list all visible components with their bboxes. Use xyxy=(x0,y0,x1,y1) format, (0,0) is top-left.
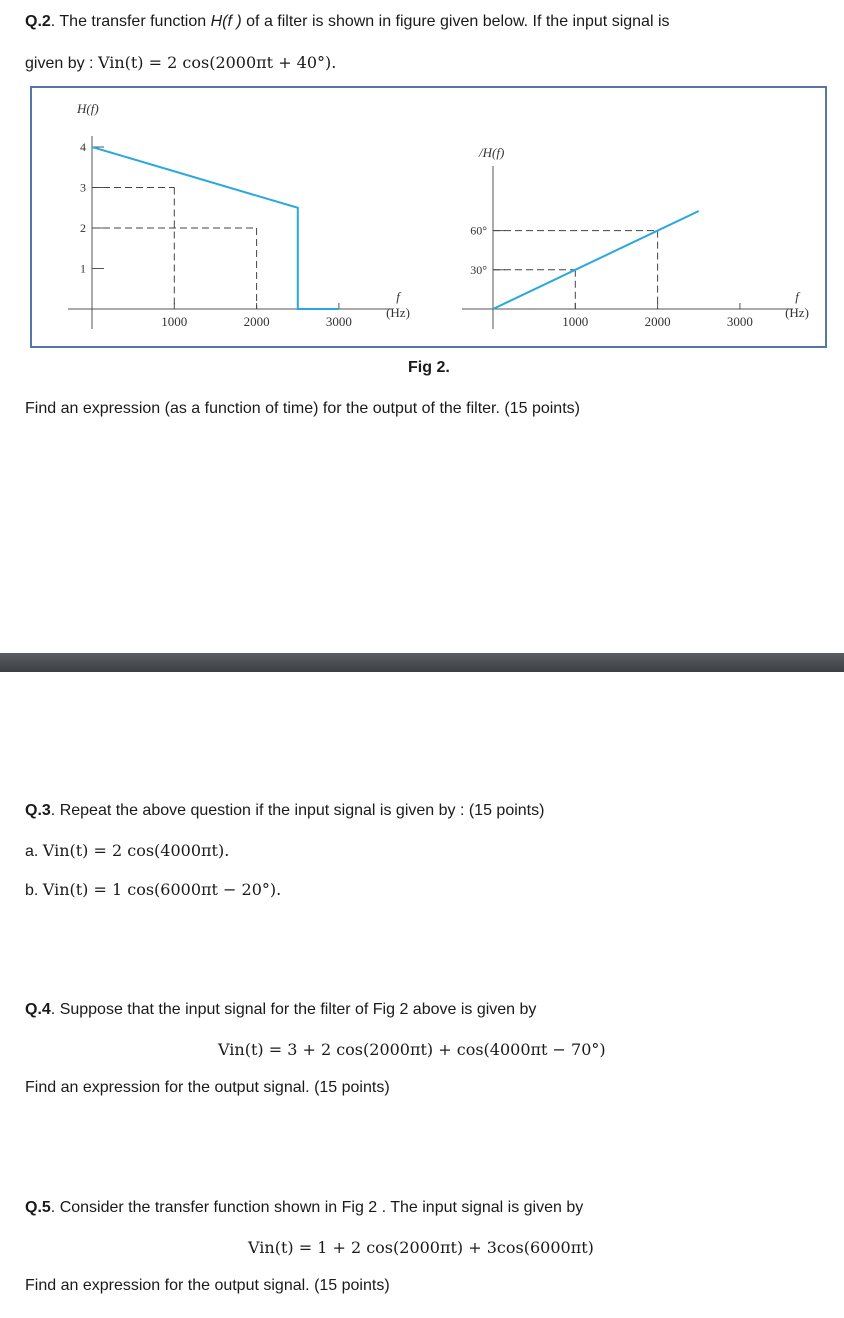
figure-caption: Fig 2. xyxy=(408,359,450,376)
series-line xyxy=(493,211,699,309)
q3-a xyxy=(25,841,229,862)
x-axis-label-unit: (Hz) xyxy=(785,305,809,320)
y-axis-label: /H(f) xyxy=(479,145,505,160)
q3-b xyxy=(25,880,281,901)
x-tick-label: 2000 xyxy=(243,314,270,329)
phase-chart xyxy=(462,145,809,329)
q2-text-part2: of a filter is shown in figure given below. If the input signal is xyxy=(241,13,670,30)
y-tick-label: 1 xyxy=(80,261,86,276)
q4-expr: Vin(t) = 3 + 2 cos(2000πt) + cos(4000πt − 70°) xyxy=(218,1040,606,1059)
q2-number: Q.2 xyxy=(25,13,51,30)
q2-find: Find an expression (as a function of time) for the output of the filter. (15 points) xyxy=(25,400,580,417)
y-tick-label: 4 xyxy=(80,140,86,154)
q2-vin-expr: Vin(t) = 2 cos(2000πt + 40°). xyxy=(97,53,337,72)
y-tick-label: 60° xyxy=(470,223,487,238)
q5-line1 xyxy=(25,1198,583,1218)
magnitude-chart xyxy=(68,101,410,329)
q3-a-label: a. xyxy=(25,843,43,860)
q2-line2 xyxy=(25,53,336,74)
y-tick-label: 30° xyxy=(470,262,487,277)
y-tick-label: 2 xyxy=(80,221,86,235)
y-tick-label: 3 xyxy=(80,180,86,195)
x-tick-label: 1000 xyxy=(562,314,589,329)
page-divider xyxy=(0,653,844,672)
q3-b-expr: Vin(t) = 1 cos(6000πt − 20°). xyxy=(42,880,282,899)
q5-expr: Vin(t) = 1 + 2 cos(2000πt) + 3cos(6000πt) xyxy=(248,1238,594,1257)
x-axis-label-var: f xyxy=(795,289,799,304)
x-tick-label: 1000 xyxy=(161,314,188,329)
q3-text: . Repeat the above question if the input signal is given by : (15 points) xyxy=(50,802,545,819)
x-tick-label: 2000 xyxy=(644,314,671,329)
x-tick-label: 3000 xyxy=(726,314,753,329)
q3-b-label: b. xyxy=(25,882,43,899)
x-tick-label: 3000 xyxy=(325,314,352,329)
figure-2 xyxy=(30,86,827,348)
q2-text-part1: . The transfer function xyxy=(50,13,211,30)
q4-number: Q.4 xyxy=(25,1001,51,1018)
q2-line1 xyxy=(25,12,670,32)
q3-number: Q.3 xyxy=(25,802,51,819)
q3-line1 xyxy=(25,801,544,821)
q5-find: Find an expression for the output signal. (15 points) xyxy=(25,1277,390,1294)
q4-text: . Suppose that the input signal for the filter of Fig 2 above is given by xyxy=(50,1001,537,1018)
q5-number: Q.5 xyxy=(25,1199,51,1216)
q4-line1 xyxy=(25,1000,536,1020)
x-axis-label-var: f xyxy=(396,289,400,304)
q4-find: Find an expression for the output signal. (15 points) xyxy=(25,1079,390,1096)
y-axis-label: H(f) xyxy=(77,101,99,116)
x-axis-label-unit: (Hz) xyxy=(386,305,410,320)
figure-svg xyxy=(32,88,829,350)
q2-hf: H(f ) xyxy=(210,13,242,30)
q3-a-expr: Vin(t) = 2 cos(4000πt). xyxy=(42,841,230,860)
q5-text: . Consider the transfer function shown in Fig 2 . The input signal is given by xyxy=(50,1199,584,1216)
q2-given-by: given by : xyxy=(25,55,98,72)
